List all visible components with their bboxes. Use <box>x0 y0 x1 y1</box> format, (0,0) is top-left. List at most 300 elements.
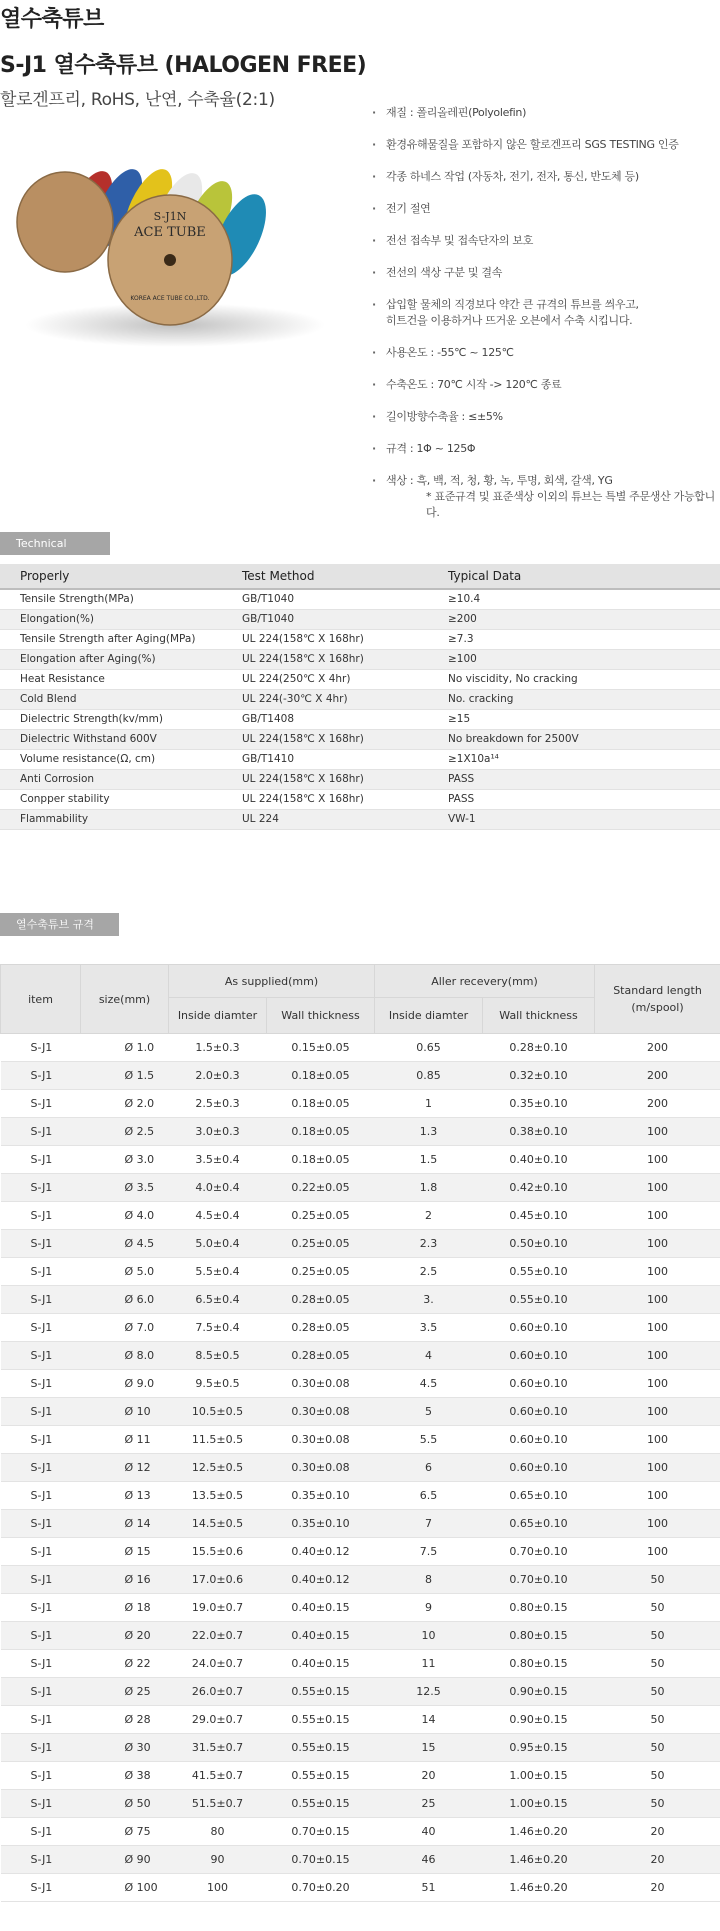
feature-protection: · 전선 접속부 및 접속단자의 보호 <box>372 233 720 249</box>
spec-supplied-wall: 0.18±0.05 <box>267 1090 375 1118</box>
spec-size: Ø 18 <box>81 1594 169 1622</box>
tech-header-property: Properly <box>0 564 242 589</box>
spec-recovered-wall: 0.60±0.10 <box>483 1454 595 1482</box>
spec-supplied-wall: 0.22±0.05 <box>267 1174 375 1202</box>
spec-recovered-wall: 0.42±0.10 <box>483 1174 595 1202</box>
reel-label-brand: S-J1N <box>153 210 187 223</box>
spec-recovered-inside: 1.5 <box>375 1146 483 1174</box>
spec-supplied-wall: 0.28±0.05 <box>267 1314 375 1342</box>
spec-recovered-wall: 0.60±0.10 <box>483 1398 595 1426</box>
spec-length: 100 <box>595 1174 720 1202</box>
spec-row <box>1 1622 720 1650</box>
spec-supplied-wall: 0.28±0.05 <box>267 1286 375 1314</box>
spec-length: 100 <box>595 1258 720 1286</box>
feature-usage-line1: 삽입할 물체의 직경보다 약간 큰 규격의 튜브를 씌우고, <box>386 298 639 311</box>
product-title: S-J1 열수축튜브 (HALOGEN FREE) <box>0 53 367 78</box>
spec-length: 50 <box>595 1790 720 1818</box>
spec-recovered-inside: 4 <box>375 1342 483 1370</box>
spec-header-wall-thickness-after: Wall thickness <box>483 998 595 1034</box>
spec-recovered-inside: 46 <box>375 1846 483 1874</box>
spec-size: Ø 30 <box>81 1734 169 1762</box>
spec-recovered-wall: 0.60±0.10 <box>483 1314 595 1342</box>
spec-size: Ø 3.0 <box>81 1146 169 1174</box>
spec-item: S-J1 <box>1 1034 81 1062</box>
feature-list <box>372 105 720 537</box>
spec-row <box>1 1790 720 1818</box>
spec-header-wall-thickness: Wall thickness <box>267 998 375 1034</box>
spec-header-inside-diameter-after: Inside diamter <box>375 998 483 1034</box>
spec-row <box>1 1146 720 1174</box>
spec-size: Ø 12 <box>81 1454 169 1482</box>
spec-supplied-wall: 0.18±0.05 <box>267 1118 375 1146</box>
feature-operating-temp: · 사용온도 : -55℃ ~ 125℃ <box>372 345 720 361</box>
spec-size: Ø 4.0 <box>81 1202 169 1230</box>
spec-row <box>1 1846 720 1874</box>
spec-length: 100 <box>595 1426 720 1454</box>
feature-colors-line: 색상 : 흑, 백, 적, 청, 황, 녹, 투명, 회색, 갈색, YG <box>386 474 613 487</box>
spec-supplied-inside: 2.5±0.3 <box>169 1090 267 1118</box>
spec-supplied-wall: 0.55±0.15 <box>267 1762 375 1790</box>
tech-cell: GB/T1040 <box>242 589 448 609</box>
spec-recovered-wall: 1.46±0.20 <box>483 1818 595 1846</box>
tech-cell: GB/T1408 <box>242 709 448 729</box>
spec-item: S-J1 <box>1 1706 81 1734</box>
spec-supplied-inside: 12.5±0.5 <box>169 1454 267 1482</box>
spec-recovered-inside: 8 <box>375 1566 483 1594</box>
spec-item: S-J1 <box>1 1398 81 1426</box>
spec-recovered-inside: 15 <box>375 1734 483 1762</box>
spec-item: S-J1 <box>1 1594 81 1622</box>
spec-supplied-inside: 29.0±0.7 <box>169 1706 267 1734</box>
spec-supplied-inside: 31.5±0.7 <box>169 1734 267 1762</box>
tech-cell: GB/T1410 <box>242 749 448 769</box>
spec-supplied-inside: 10.5±0.5 <box>169 1398 267 1426</box>
spec-supplied-wall: 0.55±0.15 <box>267 1678 375 1706</box>
spec-recovered-inside: 0.65 <box>375 1034 483 1062</box>
spec-size: Ø 5.0 <box>81 1258 169 1286</box>
spec-supplied-inside: 24.0±0.7 <box>169 1650 267 1678</box>
tech-row <box>0 789 720 809</box>
spec-item: S-J1 <box>1 1426 81 1454</box>
spec-size: Ø 3.5 <box>81 1174 169 1202</box>
spec-item: S-J1 <box>1 1566 81 1594</box>
spec-item: S-J1 <box>1 1818 81 1846</box>
spec-supplied-wall: 0.55±0.15 <box>267 1734 375 1762</box>
spec-recovered-wall: 0.60±0.10 <box>483 1426 595 1454</box>
tech-cell: ≥15 <box>448 709 720 729</box>
spec-supplied-wall: 0.30±0.08 <box>267 1426 375 1454</box>
spec-recovered-inside: 40 <box>375 1818 483 1846</box>
technical-data-table <box>0 564 720 830</box>
spec-supplied-inside: 17.0±0.6 <box>169 1566 267 1594</box>
spec-supplied-inside: 14.5±0.5 <box>169 1510 267 1538</box>
spec-size: Ø 25 <box>81 1678 169 1706</box>
spec-row <box>1 1650 720 1678</box>
spec-recovered-inside: 2.3 <box>375 1230 483 1258</box>
spec-size: Ø 75 <box>81 1818 169 1846</box>
feature-halogen-free: · 환경유해물질을 포함하지 않은 할로겐프리 SGS TESTING 인증 <box>372 137 720 153</box>
tech-cell: PASS <box>448 769 720 789</box>
spec-recovered-inside: 10 <box>375 1622 483 1650</box>
tech-cell: Cold Blend <box>0 689 242 709</box>
spec-length: 200 <box>595 1062 720 1090</box>
spec-item: S-J1 <box>1 1790 81 1818</box>
spec-supplied-inside: 11.5±0.5 <box>169 1426 267 1454</box>
spec-supplied-inside: 13.5±0.5 <box>169 1482 267 1510</box>
spec-supplied-wall: 0.40±0.12 <box>267 1538 375 1566</box>
spec-size: Ø 1.0 <box>81 1034 169 1062</box>
tech-cell: Flammability <box>0 809 242 829</box>
spec-supplied-inside: 80 <box>169 1818 267 1846</box>
spec-supplied-wall: 0.25±0.05 <box>267 1202 375 1230</box>
spec-recovered-wall: 0.70±0.10 <box>483 1566 595 1594</box>
spec-row <box>1 1510 720 1538</box>
spec-row <box>1 1482 720 1510</box>
spec-supplied-inside: 51.5±0.7 <box>169 1790 267 1818</box>
feature-material: · 재질 : 폴리올레핀(Polyolefin) <box>372 105 720 121</box>
spec-supplied-wall: 0.35±0.10 <box>267 1510 375 1538</box>
tech-cell: Dielectric Withstand 600V <box>0 729 242 749</box>
spec-recovered-inside: 12.5 <box>375 1678 483 1706</box>
spec-recovered-inside: 5.5 <box>375 1426 483 1454</box>
spec-supplied-wall: 0.40±0.15 <box>267 1594 375 1622</box>
spec-recovered-inside: 14 <box>375 1706 483 1734</box>
spec-supplied-wall: 0.40±0.15 <box>267 1622 375 1650</box>
spec-recovered-wall: 0.90±0.15 <box>483 1706 595 1734</box>
spec-length: 100 <box>595 1538 720 1566</box>
spec-row <box>1 1426 720 1454</box>
spec-size: Ø 9.0 <box>81 1370 169 1398</box>
spec-supplied-inside: 90 <box>169 1846 267 1874</box>
tech-row <box>0 709 720 729</box>
spec-recovered-inside: 20 <box>375 1762 483 1790</box>
spec-row <box>1 1678 720 1706</box>
spec-supplied-wall: 0.70±0.20 <box>267 1874 375 1902</box>
tech-cell: Conpper stability <box>0 789 242 809</box>
spec-supplied-inside: 4.0±0.4 <box>169 1174 267 1202</box>
spec-recovered-wall: 0.60±0.10 <box>483 1342 595 1370</box>
tech-cell: UL 224(158℃ X 168hr) <box>242 769 448 789</box>
spec-size: Ø 2.0 <box>81 1090 169 1118</box>
reel-label-product: ACE TUBE <box>134 225 206 240</box>
spec-length: 20 <box>595 1818 720 1846</box>
spec-recovered-wall: 0.60±0.10 <box>483 1370 595 1398</box>
spec-recovered-inside: 3.5 <box>375 1314 483 1342</box>
spec-supplied-wall: 0.30±0.08 <box>267 1398 375 1426</box>
spec-supplied-inside: 5.5±0.4 <box>169 1258 267 1286</box>
spec-length: 100 <box>595 1370 720 1398</box>
spec-header-length-line1: Standard length <box>613 984 702 997</box>
spec-item: S-J1 <box>1 1538 81 1566</box>
tech-cell: UL 224(158℃ X 168hr) <box>242 789 448 809</box>
spec-item: S-J1 <box>1 1062 81 1090</box>
spec-length: 100 <box>595 1482 720 1510</box>
spec-recovered-wall: 1.46±0.20 <box>483 1846 595 1874</box>
spec-header-size: size(mm) <box>81 965 169 1034</box>
spec-row <box>1 1874 720 1902</box>
spec-recovered-wall: 1.46±0.20 <box>483 1874 595 1902</box>
spec-row <box>1 1454 720 1482</box>
spec-size: Ø 28 <box>81 1706 169 1734</box>
feature-usage <box>372 297 720 329</box>
spec-table-body <box>1 1034 720 1902</box>
tech-row <box>0 769 720 789</box>
spec-header-length-line2: (m/spool) <box>631 1001 684 1014</box>
feature-shrink-temp: · 수축온도 : 70℃ 시작 -> 120℃ 종료 <box>372 377 720 393</box>
spec-size: Ø 100 <box>81 1874 169 1902</box>
tech-cell: UL 224(-30℃ X 4hr) <box>242 689 448 709</box>
spec-size: Ø 2.5 <box>81 1118 169 1146</box>
spec-row <box>1 1286 720 1314</box>
spec-item: S-J1 <box>1 1174 81 1202</box>
spec-supplied-inside: 22.0±0.7 <box>169 1622 267 1650</box>
spec-recovered-inside: 25 <box>375 1790 483 1818</box>
spec-recovered-wall: 0.55±0.10 <box>483 1286 595 1314</box>
tech-header-method: Test Method <box>242 564 448 589</box>
spec-row <box>1 1034 720 1062</box>
spec-length: 100 <box>595 1510 720 1538</box>
spec-size: Ø 16 <box>81 1566 169 1594</box>
spec-item: S-J1 <box>1 1762 81 1790</box>
spec-size: Ø 13 <box>81 1482 169 1510</box>
spec-recovered-wall: 0.50±0.10 <box>483 1230 595 1258</box>
spec-length: 50 <box>595 1594 720 1622</box>
spec-supplied-inside: 41.5±0.7 <box>169 1762 267 1790</box>
tech-cell: Tensile Strength after Aging(MPa) <box>0 629 242 649</box>
spec-row <box>1 1258 720 1286</box>
spec-recovered-wall: 0.40±0.10 <box>483 1146 595 1174</box>
spec-length: 50 <box>595 1622 720 1650</box>
spec-recovered-inside: 51 <box>375 1874 483 1902</box>
spec-supplied-inside: 6.5±0.4 <box>169 1286 267 1314</box>
tech-cell: PASS <box>448 789 720 809</box>
spec-row <box>1 1538 720 1566</box>
spec-recovered-wall: 0.65±0.10 <box>483 1482 595 1510</box>
spec-row <box>1 1370 720 1398</box>
spec-length: 20 <box>595 1874 720 1902</box>
spec-size: Ø 90 <box>81 1846 169 1874</box>
spec-supplied-wall: 0.25±0.05 <box>267 1258 375 1286</box>
spec-supplied-wall: 0.55±0.15 <box>267 1790 375 1818</box>
spec-header-inside-diameter: Inside diamter <box>169 998 267 1034</box>
spec-length: 100 <box>595 1454 720 1482</box>
spec-supplied-wall: 0.18±0.05 <box>267 1062 375 1090</box>
spec-recovered-inside: 4.5 <box>375 1370 483 1398</box>
tech-header-row <box>0 564 720 589</box>
spec-size: Ø 11 <box>81 1426 169 1454</box>
tech-cell: No. cracking <box>448 689 720 709</box>
spec-row <box>1 1062 720 1090</box>
spec-recovered-inside: 9 <box>375 1594 483 1622</box>
tech-row <box>0 669 720 689</box>
spec-length: 50 <box>595 1706 720 1734</box>
spec-size: Ø 6.0 <box>81 1286 169 1314</box>
spec-size: Ø 15 <box>81 1538 169 1566</box>
tech-cell: Heat Resistance <box>0 669 242 689</box>
spec-row <box>1 1342 720 1370</box>
tech-cell: Tensile Strength(MPa) <box>0 589 242 609</box>
feature-usage-line2: 히트건을 이용하거나 뜨거운 오븐에서 수축 시킵니다. <box>386 314 633 327</box>
spec-supplied-inside: 5.0±0.4 <box>169 1230 267 1258</box>
spec-item: S-J1 <box>1 1314 81 1342</box>
spec-recovered-inside: 1.3 <box>375 1118 483 1146</box>
spec-supplied-inside: 8.5±0.5 <box>169 1342 267 1370</box>
tech-cell: No viscidity, No cracking <box>448 669 720 689</box>
spec-row <box>1 1314 720 1342</box>
spec-supplied-wall: 0.55±0.15 <box>267 1706 375 1734</box>
spec-supplied-inside: 7.5±0.4 <box>169 1314 267 1342</box>
spec-recovered-wall: 0.80±0.15 <box>483 1594 595 1622</box>
spec-size: Ø 22 <box>81 1650 169 1678</box>
spec-supplied-wall: 0.40±0.15 <box>267 1650 375 1678</box>
tech-cell: ≥7.3 <box>448 629 720 649</box>
spec-supplied-inside: 4.5±0.4 <box>169 1202 267 1230</box>
tech-cell: Elongation after Aging(%) <box>0 649 242 669</box>
spec-row <box>1 1398 720 1426</box>
spec-item: S-J1 <box>1 1258 81 1286</box>
spec-recovered-inside: 7 <box>375 1510 483 1538</box>
spec-size: Ø 38 <box>81 1762 169 1790</box>
tech-cell: Dielectric Strength(kv/mm) <box>0 709 242 729</box>
spec-supplied-inside: 3.5±0.4 <box>169 1146 267 1174</box>
spec-row <box>1 1230 720 1258</box>
spec-length: 100 <box>595 1286 720 1314</box>
spec-length: 50 <box>595 1650 720 1678</box>
spec-recovered-wall: 0.80±0.15 <box>483 1650 595 1678</box>
spec-item: S-J1 <box>1 1650 81 1678</box>
tab-spec-table: 열수축튜브 규격표 <box>0 913 119 936</box>
feature-colors <box>372 473 720 521</box>
spec-recovered-inside: 5 <box>375 1398 483 1426</box>
spec-row <box>1 1090 720 1118</box>
spec-recovered-inside: 7.5 <box>375 1538 483 1566</box>
feature-color-coding: · 전선의 색상 구분 및 결속 <box>372 265 720 281</box>
spec-recovered-wall: 0.32±0.10 <box>483 1062 595 1090</box>
spec-supplied-inside: 9.5±0.5 <box>169 1370 267 1398</box>
page-title: 열수축튜브 <box>0 7 104 32</box>
spec-supplied-wall: 0.18±0.05 <box>267 1146 375 1174</box>
spec-length: 100 <box>595 1398 720 1426</box>
tech-cell: GB/T1040 <box>242 609 448 629</box>
spec-length: 50 <box>595 1678 720 1706</box>
tech-row <box>0 809 720 829</box>
spec-item: S-J1 <box>1 1678 81 1706</box>
spec-recovered-inside: 11 <box>375 1650 483 1678</box>
spec-recovered-inside: 1 <box>375 1090 483 1118</box>
spec-recovered-wall: 0.70±0.10 <box>483 1538 595 1566</box>
spec-recovered-wall: 0.95±0.15 <box>483 1734 595 1762</box>
spec-supplied-wall: 0.70±0.15 <box>267 1818 375 1846</box>
spec-header-standard-length <box>595 965 720 1034</box>
spec-header-item: item <box>1 965 81 1034</box>
tech-cell: ≥200 <box>448 609 720 629</box>
spec-size: Ø 4.5 <box>81 1230 169 1258</box>
spec-recovered-wall: 0.45±0.10 <box>483 1202 595 1230</box>
spec-size: Ø 10 <box>81 1398 169 1426</box>
tech-row <box>0 689 720 709</box>
spec-supplied-wall: 0.28±0.05 <box>267 1342 375 1370</box>
spec-length: 50 <box>595 1734 720 1762</box>
spec-length: 100 <box>595 1118 720 1146</box>
tech-cell: UL 224(158℃ X 168hr) <box>242 729 448 749</box>
spec-row <box>1 1118 720 1146</box>
spec-recovered-inside: 3. <box>375 1286 483 1314</box>
spec-length: 20 <box>595 1846 720 1874</box>
spec-size: Ø 7.0 <box>81 1314 169 1342</box>
spec-recovered-wall: 1.00±0.15 <box>483 1790 595 1818</box>
spec-item: S-J1 <box>1 1846 81 1874</box>
spec-row <box>1 1594 720 1622</box>
spec-recovered-inside: 6.5 <box>375 1482 483 1510</box>
spec-supplied-inside: 2.0±0.3 <box>169 1062 267 1090</box>
spec-supplied-inside: 19.0±0.7 <box>169 1594 267 1622</box>
spec-header-after-recovery: Aller recevery(mm) <box>375 965 595 998</box>
spec-row <box>1 1762 720 1790</box>
tech-row <box>0 649 720 669</box>
feature-insulation: · 전기 절연 <box>372 201 720 217</box>
spec-item: S-J1 <box>1 1874 81 1902</box>
spec-recovered-wall: 0.80±0.15 <box>483 1622 595 1650</box>
product-photo <box>10 150 330 350</box>
spec-item: S-J1 <box>1 1370 81 1398</box>
spec-recovered-wall: 0.90±0.15 <box>483 1678 595 1706</box>
spec-row <box>1 1818 720 1846</box>
spec-item: S-J1 <box>1 1090 81 1118</box>
tab-technical-data: Technical <box>0 532 110 555</box>
spec-length: 200 <box>595 1034 720 1062</box>
spec-supplied-wall: 0.40±0.12 <box>267 1566 375 1594</box>
spec-length: 100 <box>595 1230 720 1258</box>
spec-item: S-J1 <box>1 1734 81 1762</box>
spec-table <box>0 964 720 1902</box>
spec-supplied-wall: 0.35±0.10 <box>267 1482 375 1510</box>
spec-length: 200 <box>595 1090 720 1118</box>
tech-cell: No breakdown for 2500V <box>448 729 720 749</box>
tech-cell: UL 224(158℃ X 168hr) <box>242 629 448 649</box>
spec-row <box>1 1706 720 1734</box>
tech-cell: ≥1X10a¹⁴ <box>448 749 720 769</box>
spec-recovered-inside: 1.8 <box>375 1174 483 1202</box>
reel-label-company: KOREA ACE TUBE CO.,LTD. <box>130 295 210 302</box>
spec-size: Ø 8.0 <box>81 1342 169 1370</box>
spec-length: 100 <box>595 1202 720 1230</box>
spec-recovered-inside: 0.85 <box>375 1062 483 1090</box>
spec-recovered-wall: 0.38±0.10 <box>483 1118 595 1146</box>
spec-length: 100 <box>595 1314 720 1342</box>
spec-recovered-inside: 6 <box>375 1454 483 1482</box>
spec-item: S-J1 <box>1 1482 81 1510</box>
spec-length: 100 <box>595 1342 720 1370</box>
tech-row <box>0 729 720 749</box>
spec-recovered-inside: 2 <box>375 1202 483 1230</box>
spec-recovered-inside: 2.5 <box>375 1258 483 1286</box>
spec-item: S-J1 <box>1 1510 81 1538</box>
spec-size: Ø 50 <box>81 1790 169 1818</box>
spec-recovered-wall: 1.00±0.15 <box>483 1762 595 1790</box>
tech-cell: UL 224 <box>242 809 448 829</box>
spec-size: Ø 20 <box>81 1622 169 1650</box>
tech-cell: Elongation(%) <box>0 609 242 629</box>
tech-row <box>0 609 720 629</box>
spec-row <box>1 1202 720 1230</box>
tech-header-typical: Typical Data <box>448 564 720 589</box>
spec-header-as-supplied: As supplied(mm) <box>169 965 375 998</box>
spec-header-row <box>1 965 720 998</box>
spec-item: S-J1 <box>1 1230 81 1258</box>
spec-item: S-J1 <box>1 1622 81 1650</box>
tech-cell: Anti Corrosion <box>0 769 242 789</box>
tech-row <box>0 589 720 609</box>
